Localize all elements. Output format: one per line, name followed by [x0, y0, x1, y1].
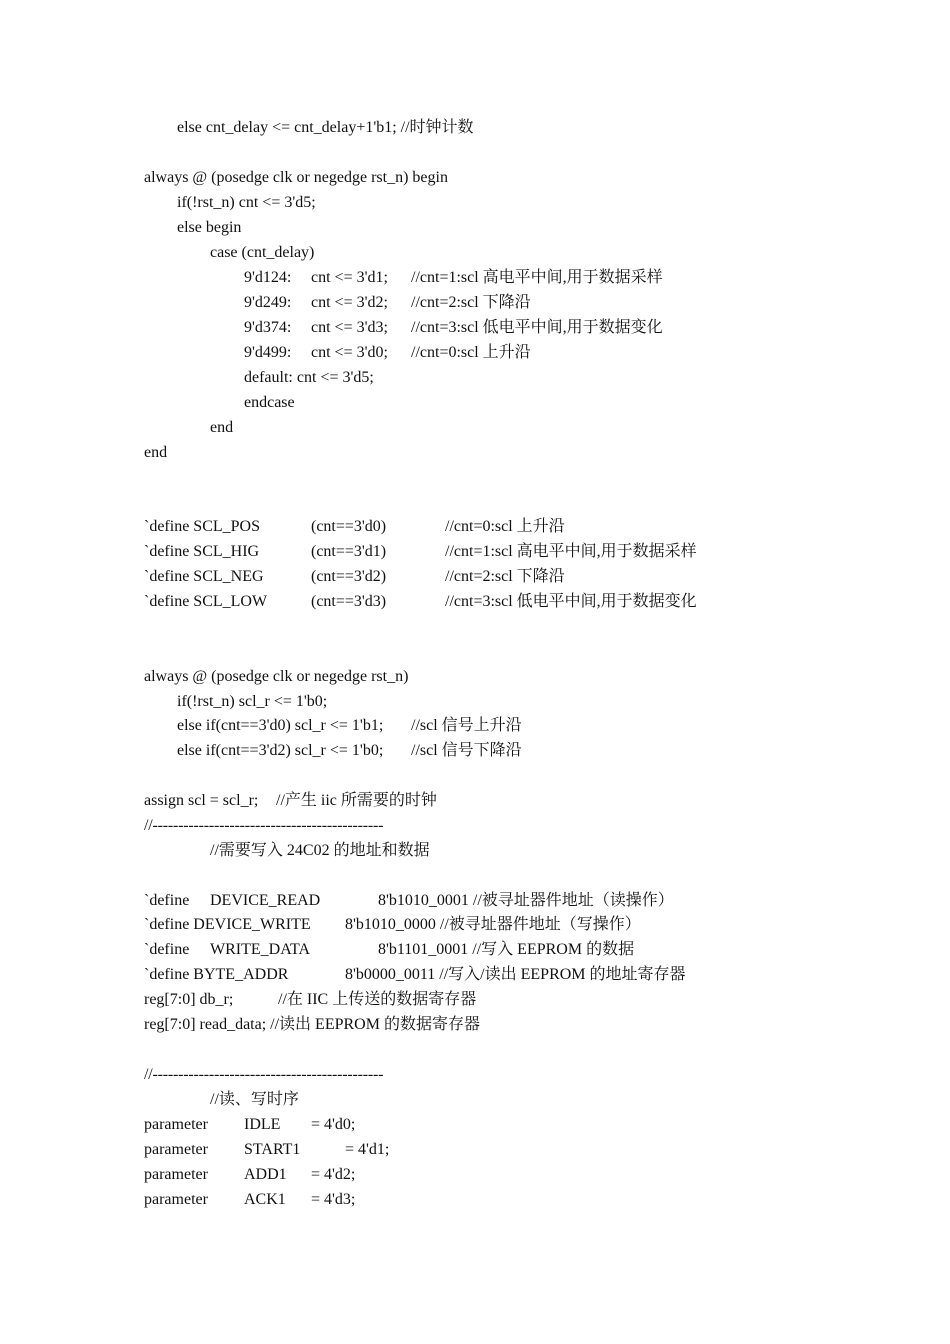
code-token: `define SCL_POS	[144, 518, 260, 535]
code-token: cnt <= 3'd3;	[311, 319, 388, 336]
code-token: IDLE	[244, 1116, 281, 1133]
code-token: else if(cnt==3'd0) scl_r <= 1'b1;	[177, 717, 384, 734]
code-comment: //cnt=1:scl 高电平中间,用于数据采样	[445, 543, 697, 560]
code-token: `define DEVICE_WRITE	[144, 916, 311, 933]
code-token: = 4'd0;	[311, 1116, 356, 1133]
code-token: (cnt==3'd3)	[311, 593, 387, 610]
code-token: `define SCL_HIG	[144, 543, 260, 560]
separator-line: //---------------------------------------------	[144, 817, 384, 834]
code-comment: //cnt=2:scl 下降沿	[411, 294, 531, 311]
code-token: `define SCL_LOW	[144, 593, 268, 610]
code-line: default: cnt <= 3'd5;	[244, 369, 374, 386]
code-token: START1	[244, 1141, 301, 1158]
code-line: else cnt_delay <= cnt_delay+1'b1; //时钟计数	[177, 119, 474, 136]
code-token: 9'd499:	[244, 344, 292, 361]
code-token: 9'd124:	[244, 269, 292, 286]
code-token: `define	[144, 941, 190, 958]
code-comment: //cnt=1:scl 高电平中间,用于数据采样	[411, 269, 663, 286]
code-token: 9'd374:	[244, 319, 292, 336]
code-token: WRITE_DATA	[210, 941, 311, 958]
code-line: if(!rst_n) cnt <= 3'd5;	[177, 194, 316, 211]
code-token: (cnt==3'd0)	[311, 518, 387, 535]
code-line: case (cnt_delay)	[210, 244, 315, 261]
code-token: `define SCL_NEG	[144, 568, 264, 585]
code-token: DEVICE_READ	[210, 892, 321, 909]
code-token: 8'b1010_0000 //被寻址器件地址（写操作）	[345, 916, 641, 933]
code-comment: //需要写入 24C02 的地址和数据	[210, 842, 430, 859]
code-comment: //cnt=0:scl 上升沿	[445, 518, 565, 535]
code-comment: //cnt=3:scl 低电平中间,用于数据变化	[411, 319, 663, 336]
code-token: ACK1	[244, 1191, 286, 1208]
code-token: = 4'd3;	[311, 1191, 356, 1208]
code-token: reg[7:0] db_r;	[144, 991, 234, 1008]
code-token: else if(cnt==3'd2) scl_r <= 1'b0;	[177, 742, 384, 759]
code-token: assign scl = scl_r;	[144, 792, 259, 809]
code-comment: //产生 iic 所需要的时钟	[276, 792, 437, 809]
code-token: = 4'd1;	[345, 1141, 390, 1158]
code-comment: //scl 信号下降沿	[411, 742, 522, 759]
code-token: `define BYTE_ADDR	[144, 966, 289, 983]
code-token: cnt <= 3'd1;	[311, 269, 388, 286]
code-token: parameter	[144, 1116, 208, 1133]
code-comment: //cnt=2:scl 下降沿	[445, 568, 565, 585]
separator-line: //---------------------------------------------	[144, 1066, 384, 1083]
code-comment: //在 IIC 上传送的数据寄存器	[278, 991, 477, 1008]
code-line: endcase	[244, 394, 295, 411]
code-comment: //scl 信号上升沿	[411, 717, 522, 734]
code-token: ADD1	[244, 1166, 287, 1183]
code-token: `define	[144, 892, 190, 909]
code-token: (cnt==3'd1)	[311, 543, 387, 560]
code-comment: //cnt=0:scl 上升沿	[411, 344, 531, 361]
code-token: 8'b1010_0001 //被寻址器件地址（读操作）	[378, 892, 674, 909]
code-line: always @ (posedge clk or negedge rst_n)	[144, 668, 409, 685]
code-line: end	[144, 444, 168, 461]
code-token: 8'b1101_0001 //写入 EEPROM 的数据	[378, 941, 635, 958]
code-token: = 4'd2;	[311, 1166, 356, 1183]
code-line: if(!rst_n) scl_r <= 1'b0;	[177, 693, 328, 710]
code-line: reg[7:0] read_data; //读出 EEPROM 的数据寄存器	[144, 1016, 480, 1033]
code-comment: //读、写时序	[210, 1091, 299, 1108]
code-token: 9'd249:	[244, 294, 292, 311]
code-line: always @ (posedge clk or negedge rst_n) begin	[144, 169, 448, 186]
code-token: cnt <= 3'd0;	[311, 344, 388, 361]
code-token: (cnt==3'd2)	[311, 568, 387, 585]
code-token: 8'b0000_0011 //写入/读出 EEPROM 的地址寄存器	[345, 966, 686, 983]
code-line: else begin	[177, 219, 242, 236]
code-token: parameter	[144, 1191, 208, 1208]
code-token: parameter	[144, 1166, 208, 1183]
code-comment: //cnt=3:scl 低电平中间,用于数据变化	[445, 593, 697, 610]
code-line: end	[210, 419, 234, 436]
code-token: parameter	[144, 1141, 208, 1158]
code-token: cnt <= 3'd2;	[311, 294, 388, 311]
